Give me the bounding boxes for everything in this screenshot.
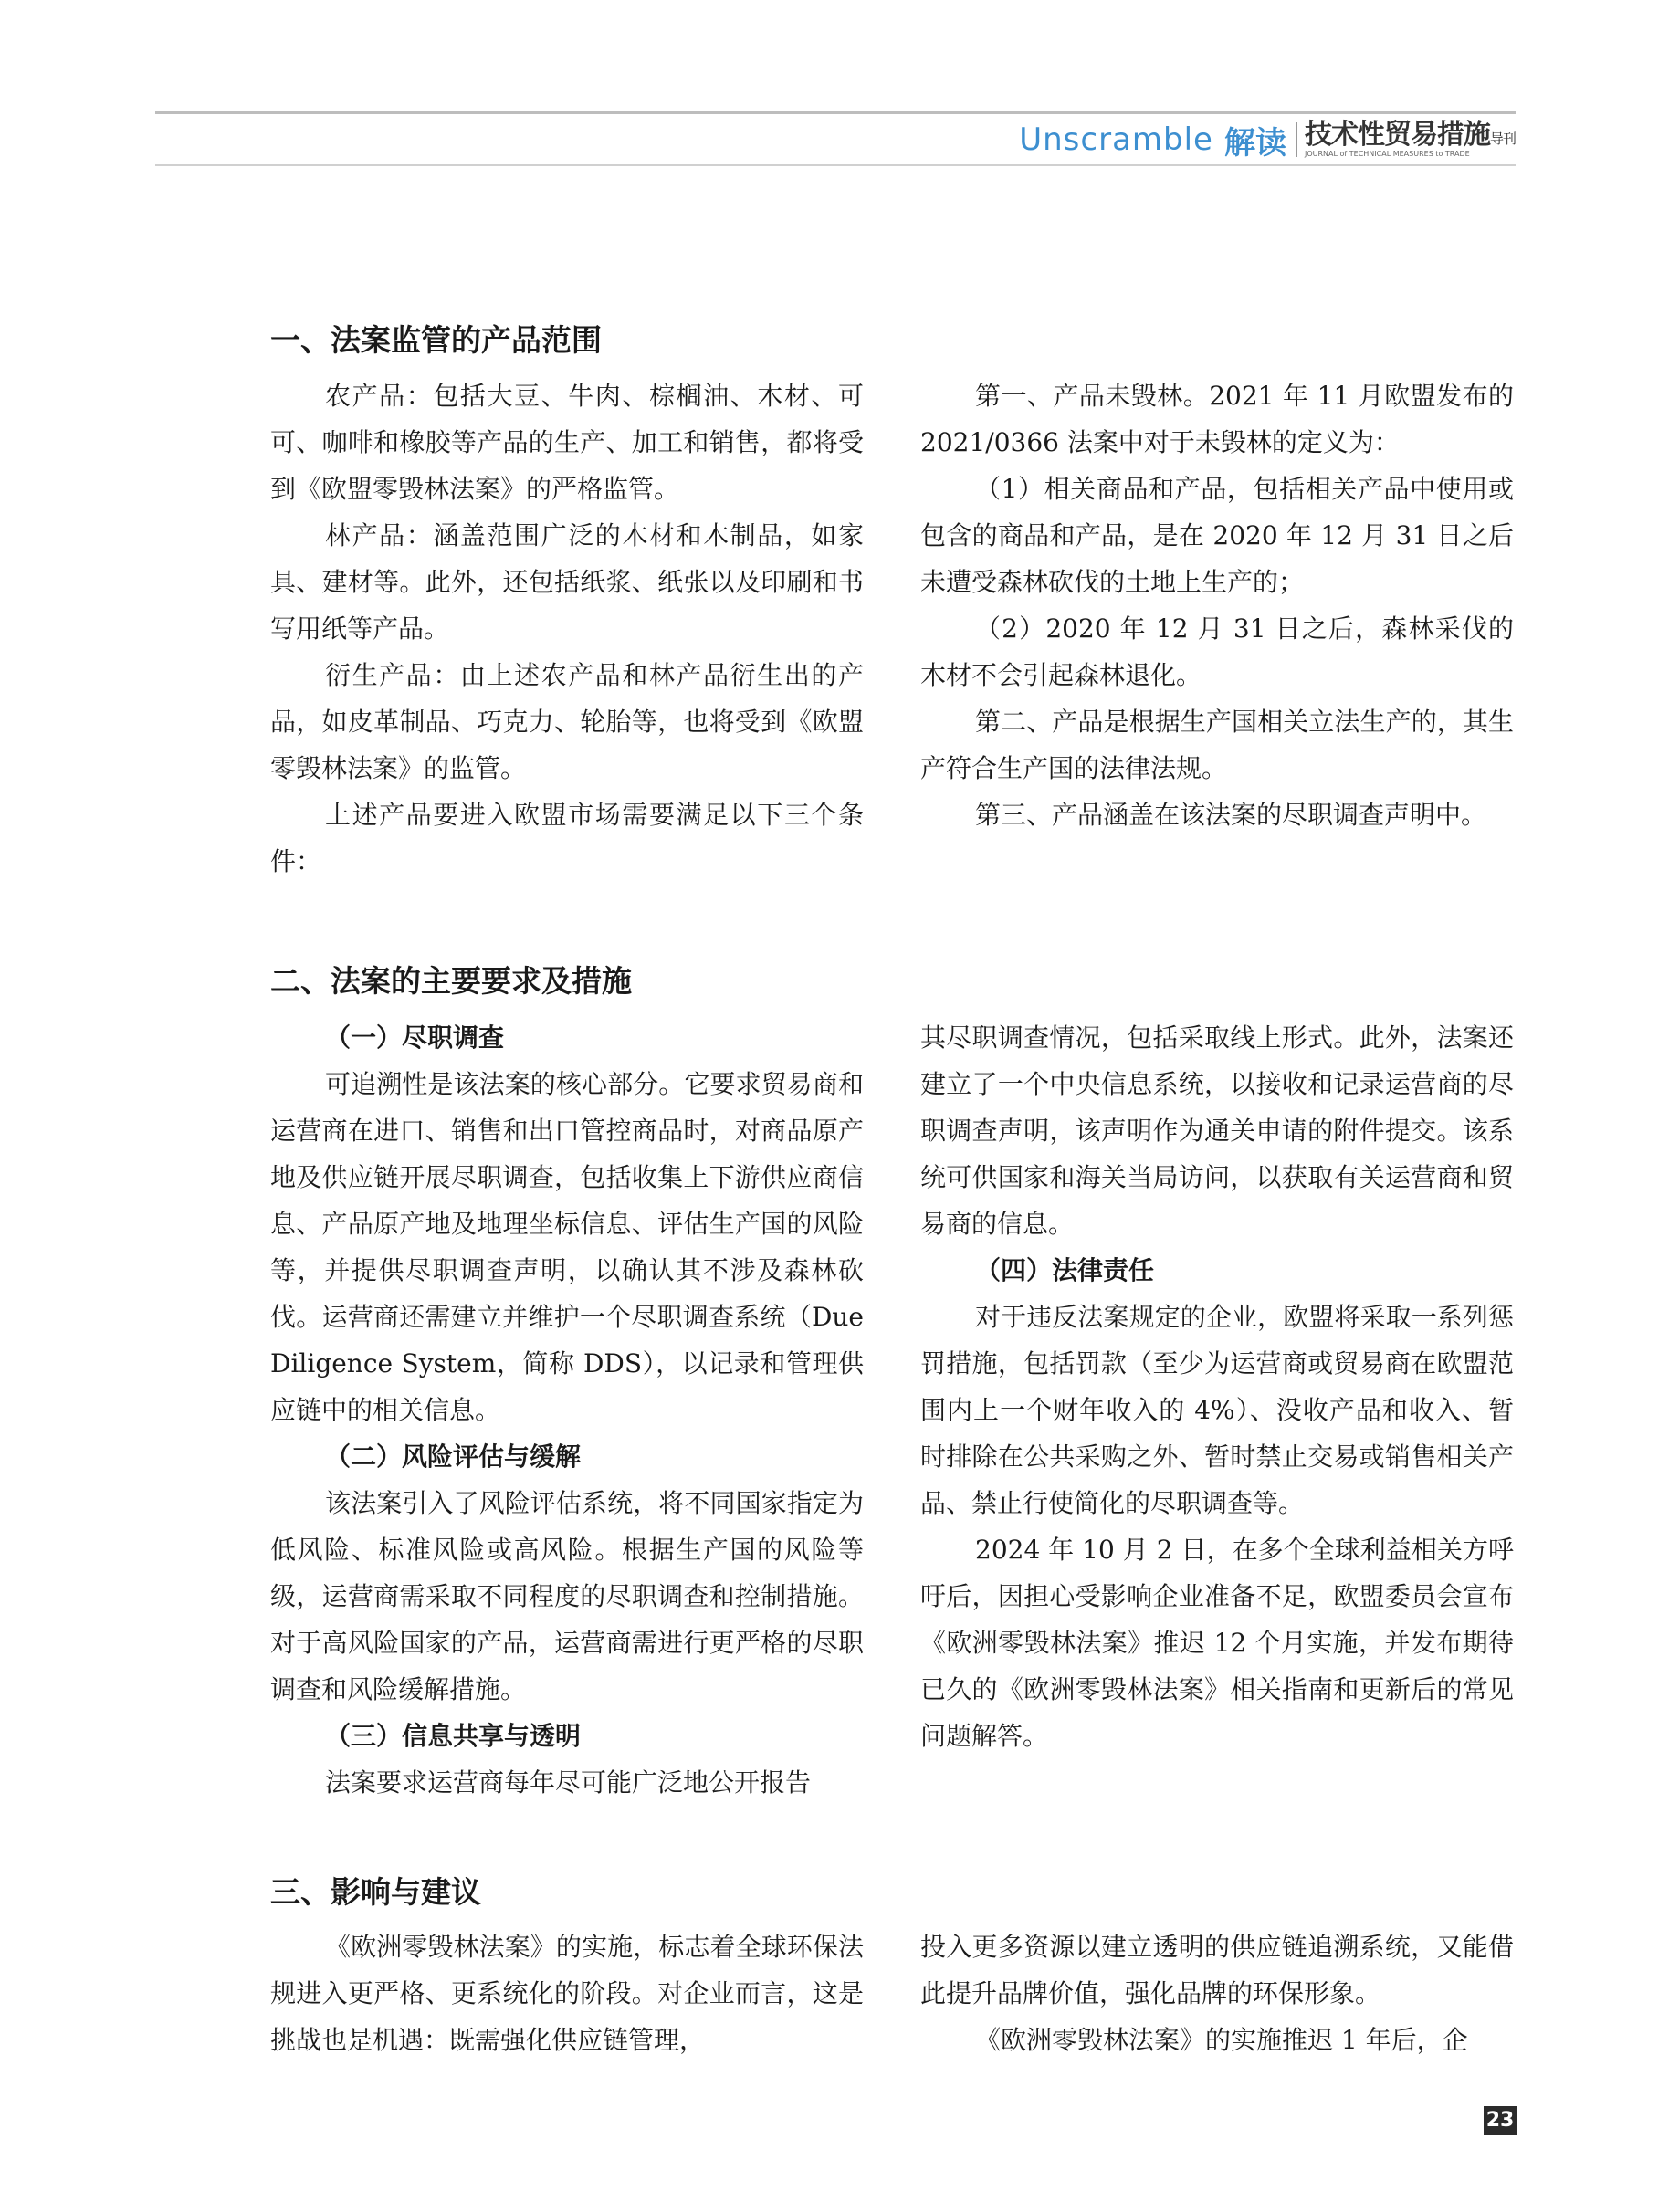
paragraph: 对于违反法案规定的企业，欧盟将采取一系列惩罚措施，包括罚款（至少为运营商或贸易商在欧盟范围内上一个财年收入的 4%）、没收产品和收入、暂时排除在公共采购之外、暂时禁止交易或销售相关产品、禁止行使简化的尽职调查等。 [920,1302,1514,1518]
paragraph-continued: 其尽职调查情况，包括采取线上形式。此外，法案还建立了一个中央信息系统，以接收和记录运营商的尽职调查声明，该声明作为通关申请的附件提交。该系统可供国家和海关当局访问，以获取有关运营商和贸易商的信息。 [920,1022,1514,1239]
section-3-left-column [270,1924,864,2063]
paragraph: 2024 年 10 月 2 日，在多个全球利益相关方呼吁后，因担心受影响企业准备不足，欧盟委员会宣布《欧洲零毁林法案》推迟 12 个月实施，并发布期待已久的《欧洲零毁林法案》相关指南和更新后的常见问题解答。 [920,1535,1514,1751]
paragraph: 《欧洲零毁林法案》的实施，标志着全球环保法规进入更严格、更系统化的阶段。对企业而言，这是挑战也是机遇：既需强化供应链管理， [270,1932,864,2055]
section-3-heading: 三、影响与建议 [270,1874,481,1910]
subheading-info-sharing: （三）信息共享与透明 [325,1721,582,1751]
journal-logo [1305,121,1516,158]
paragraph: 可追溯性是该法案的核心部分。它要求贸易商和运营商在进口、销售和出口管控商品时，对商品原产地及供应链开展尽职调查，包括收集上下游供应商信息、产品原产地及地理坐标信息、评估生产国的风险等，并提供尽职调查声明，以确认其不涉及森林砍伐。运营商还需建立并维护一个尽职调查系统（Due Diligence System，简称 DDS），以记录和管理供应链中的相关信息。 [270,1069,864,1425]
paragraph: 上述产品要进入欧盟市场需要满足以下三个条件： [270,800,864,876]
journal-title: 技术性贸易措施 [1304,119,1490,151]
paragraph: 该法案引入了风险评估系统，将不同国家指定为低风险、标准风险或高风险。根据生产国的风险等级，运营商需采取不同程度的尽职调查和控制措施。对于高风险国家的产品，运营商需进行更严格的尽职调查和风险缓解措施。 [270,1488,864,1704]
paragraph: 衍生产品：由上述农产品和林产品衍生出的产品，如皮革制品、巧克力、轮胎等，也将受到《欧盟零毁林法案》的监管。 [270,660,864,783]
section-2-heading: 二、法案的主要要求及措施 [270,963,632,999]
section-2-right-column [920,1014,1514,1759]
section-2-left-column [270,1014,864,1806]
paragraph: 农产品：包括大豆、牛肉、棕榈油、木材、可可、咖啡和橡胶等产品的生产、加工和销售，都将受到《欧盟零毁林法案》的严格监管。 [270,381,864,504]
paragraph-continued: 投入更多资源以建立透明的供应链追溯系统，又能借此提升品牌价值，强化品牌的环保形象。 [920,1932,1514,2008]
paragraph: 第二、产品是根据生产国相关立法生产的，其生产符合生产国的法律法规。 [920,707,1514,783]
paragraph: 《欧洲零毁林法案》的实施推迟 1 年后，企 [975,2025,1468,2055]
journal-suffix: 导刊 [1489,131,1516,147]
journal-title-en: JOURNAL of TECHNICAL MEASURES to TRADE [1304,150,1470,158]
subheading-legal-liability: （四）法律责任 [975,1255,1155,1285]
header-bottom-rule [155,164,1516,166]
paragraph: 第一、产品未毁林。2021 年 11 月欧盟发布的 2021/0366 法案中对于未毁林的定义为： [920,381,1514,457]
header-label-en: Unscramble [1019,121,1213,158]
section-3-right-column [920,1924,1514,2063]
paragraph: 法案要求运营商每年尽可能广泛地公开报告 [325,1767,812,1798]
subheading-risk-assessment: （二）风险评估与缓解 [325,1441,582,1472]
paragraph: 第三、产品涵盖在该法案的尽职调查声明中。 [975,800,1487,830]
section-1-heading: 一、法案监管的产品范围 [270,322,602,358]
running-header [155,116,1516,163]
paragraph: （1）相关商品和产品，包括相关产品中使用或包含的商品和产品，是在 2020 年 12 月 31 日之后未遭受森林砍伐的土地上生产的； [920,474,1514,597]
subheading-due-diligence: （一）尽职调查 [325,1022,505,1053]
section-1-left-column [270,372,864,885]
header-top-rule [155,111,1516,114]
header-label-cn: 解读 [1223,124,1286,162]
paragraph: （2）2020 年 12 月 31 日之后，森林采伐的木材不会引起森林退化。 [920,613,1514,690]
section-1-right-column [920,372,1514,838]
paragraph: 林产品：涵盖范围广泛的木材和木制品，如家具、建材等。此外，还包括纸浆、纸张以及印刷和书写用纸等产品。 [270,520,864,644]
header-divider [1296,122,1297,157]
page-number: 23 [1484,2106,1517,2135]
